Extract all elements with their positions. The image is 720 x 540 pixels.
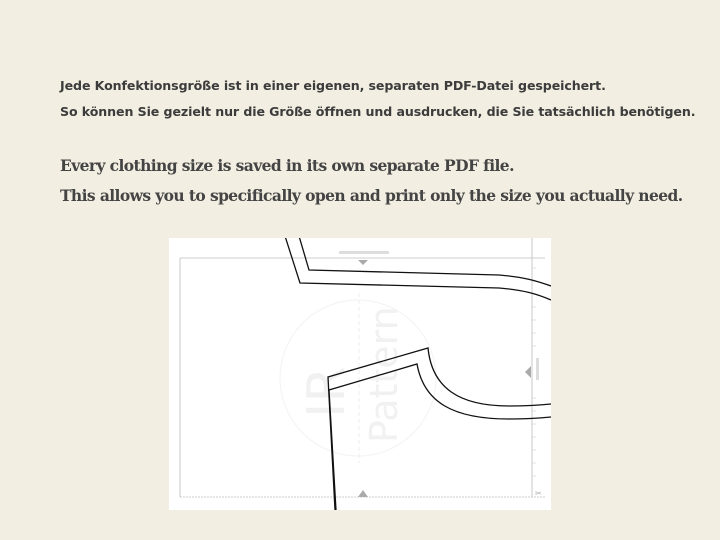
- pattern-piece-top: [285, 238, 551, 300]
- watermark-word: Pattern: [362, 306, 406, 443]
- watermark: [280, 293, 436, 463]
- side-marker-icon: [525, 366, 531, 378]
- german-text-line-2: So können Sie gezielt nur die Größe öffnen und ausdrucken, die Sie tatsächlich benötigen.: [60, 104, 696, 119]
- side-label: [536, 358, 539, 380]
- pattern-drawing: [169, 238, 551, 510]
- sewing-pattern-preview: [169, 238, 551, 510]
- english-text-line-2: This allows you to specifically open and print only the size you actually need.: [60, 186, 683, 205]
- english-text-line-1: Every clothing size is saved in its own separate PDF file.: [60, 156, 514, 175]
- ruler-ticks: [532, 268, 536, 476]
- german-text-line-1: Jede Konfektionsgröße ist in einer eigenen, separaten PDF-Datei gespeichert.: [60, 78, 606, 93]
- top-marker-icon: [358, 260, 368, 265]
- scissors-icon: ✂: [535, 489, 542, 498]
- watermark-initials: IR: [297, 366, 357, 418]
- top-label: [339, 251, 389, 254]
- bottom-marker-icon: [358, 490, 368, 497]
